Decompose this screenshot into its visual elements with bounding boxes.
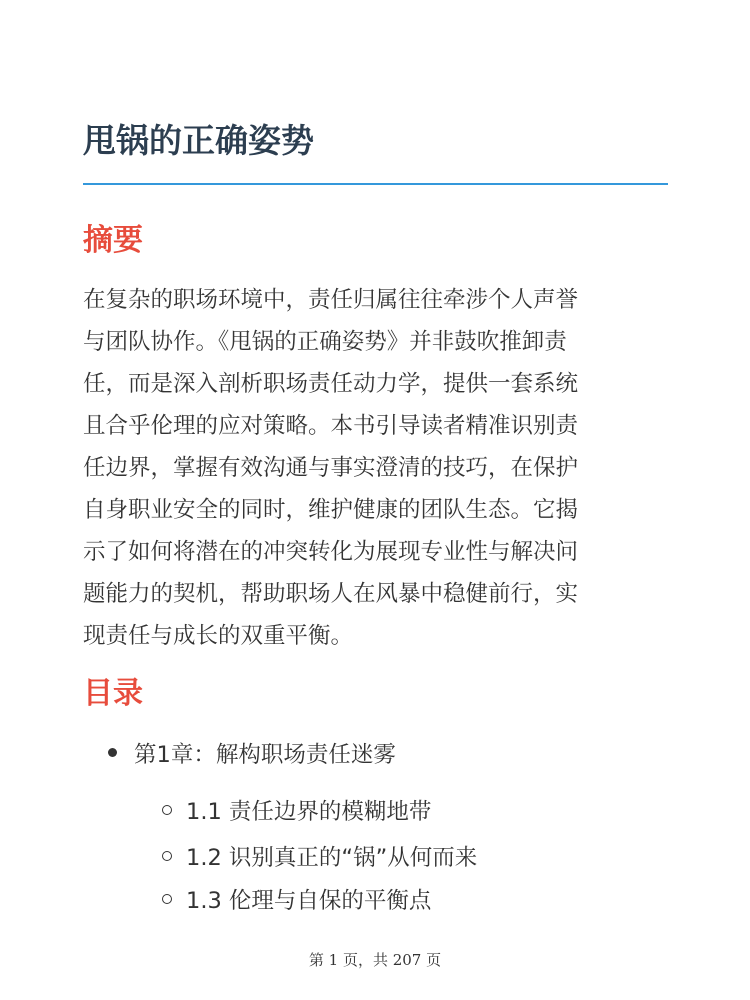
- toc-chapter-label: 第1章：解构职场责任迷雾: [134, 742, 396, 768]
- abstract-line: 任，而是深入剖析职场责任动力学，提供一套系统: [83, 371, 579, 397]
- abstract-line: 现责任与成长的双重平衡。: [83, 623, 354, 649]
- abstract-line: 且合乎伦理的应对策略。本书引导读者精准识别责: [83, 413, 579, 439]
- abstract-heading: 摘要: [83, 223, 143, 258]
- abstract-line: 自身职业安全的同时，维护健康的团队生态。它揭: [83, 497, 579, 523]
- toc-section-item[interactable]: [162, 838, 477, 878]
- toc-section-label: 1.3 伦理与自保的平衡点: [186, 888, 432, 914]
- toc-section-item[interactable]: [162, 792, 431, 832]
- toc-section-label: 1.1 责任边界的模糊地带: [186, 799, 432, 825]
- bullet-circle-icon: [162, 805, 172, 815]
- abstract-line: 与团队协作。《甩锅的正确姿势》并非鼓吹推卸责: [83, 329, 567, 355]
- abstract-line: 示了如何将潜在的冲突转化为展现专业性与解决问: [83, 539, 579, 565]
- toc-section-label: 1.2 识别真正的“锅”从何而来: [186, 845, 478, 871]
- title-divider: [83, 183, 668, 185]
- abstract-line: 题能力的契机，帮助职场人在风暴中稳健前行，实: [83, 581, 579, 607]
- toc-section-item[interactable]: [162, 881, 431, 921]
- abstract-line: 任边界，掌握有效沟通与事实澄清的技巧，在保护: [83, 455, 579, 481]
- abstract-paragraph: [83, 279, 673, 657]
- bullet-circle-icon: [162, 851, 172, 861]
- document-title: 甩锅的正确姿势: [83, 121, 314, 160]
- page-number-footer: 第 1 页，共 207 页: [308, 951, 442, 969]
- bullet-circle-icon: [162, 894, 172, 904]
- toc-heading: 目录: [83, 676, 143, 711]
- abstract-line: 在复杂的职场环境中，责任归属往往牵涉个人声誉: [83, 287, 579, 313]
- toc-chapter-item[interactable]: [108, 735, 396, 775]
- bullet-disc-icon: [108, 748, 117, 757]
